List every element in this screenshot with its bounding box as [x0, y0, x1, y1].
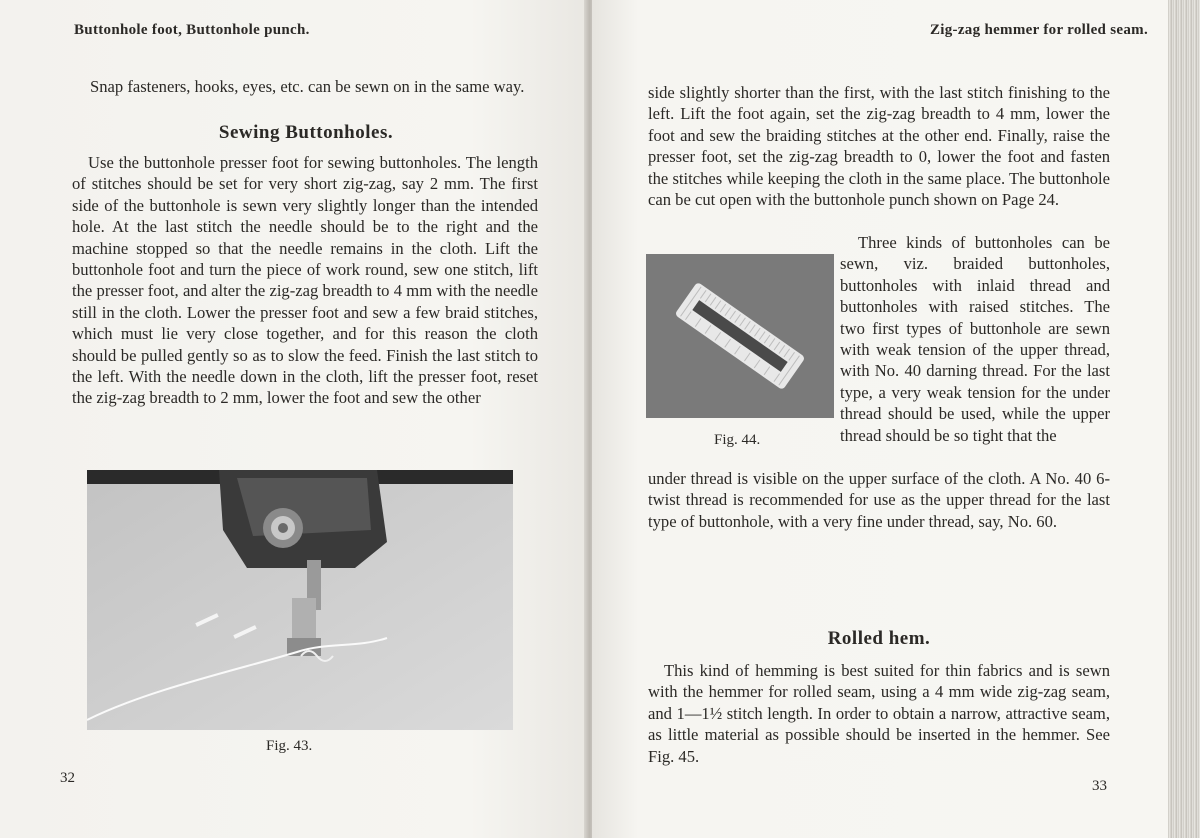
left-page [0, 0, 588, 838]
right-page-number: 33 [1092, 778, 1107, 794]
sewing-buttonholes-heading: Sewing Buttonholes. [218, 122, 394, 143]
right-running-head: Zig-zag hemmer for rolled seam. [929, 22, 1148, 38]
fig-44-caption: Fig. 44. [714, 432, 761, 448]
right-body-continued: side slightly shorter than the first, with the last stitch finishing to the left. Lift the foot again, set the zig-zag breadth to 4 mm, lower the foot and sew the braiding stitches at the other end. Finally, raise the presser foot, set the zig-zag breadth to 0, lower the foot and fasten the stitches while keeping the cloth in the same place. The buttonhole can be cut open with the buttonhole punch shown on Page 24. [648, 83, 1110, 210]
right-body-wrap: Three kinds of buttonholes can be sewn, viz. braided buttonholes, buttonholes with inlaid thread and buttonholes with raised stitches. The two first types of buttonhole are sewn with weak tension of the upper thread, with No. 40 darning thread. For the last type, a very weak tension for the under thread should be used, while the upper thread should be so tight that the [840, 233, 1110, 445]
fig-43-photo [87, 470, 513, 730]
left-running-head: Buttonhole foot, Buttonhole punch. [74, 22, 310, 38]
sewing-machine-illustration [87, 470, 513, 730]
buttonhole-sample-illustration [646, 254, 834, 418]
rolled-hem-paragraph: This kind of hemming is best suited for thin fabrics and is sewn with the hemmer for rolled seam, using a 4 mm wide zig-zag seam, and 1—1½ stitch length. In order to obtain a narrow, attractive seam, as little material as possible should be inserted in the hemmer. See Fig. 45. [648, 661, 1110, 766]
rolled-hem-heading: Rolled hem. [827, 628, 931, 649]
right-page [592, 0, 1170, 838]
left-page-number: 32 [60, 770, 75, 786]
fig-43-caption: Fig. 43. [266, 738, 313, 754]
right-body-after: under thread is visible on the upper surface of the cloth. A No. 40 6-twist thread is recommended for use as the upper thread for the last type of buttonhole, with a very fine under thread, say, No. 60. [648, 469, 1110, 531]
fig-44-photo [646, 254, 834, 418]
left-body-paragraph: Use the buttonhole presser foot for sewing buttonholes. The length of stitches should be set for very short zig-zag, say 2 mm. The first side of the buttonhole is sewn very slightly longer than the intended hole. At the last stitch the needle should be to the right and the machine stopped so that the needle remains in the cloth. Lift the buttonhole foot and turn the piece of work round, sew one stitch, lift the presser foot, and alter the zig-zag breadth to 4 mm with the needle still in the cloth. Lower the presser foot and sew a few braid stitches, which must lie very close together, and for this reason the cloth should be pulled gently so as to slow the feed. Finish the last stitch to the left. With the needle down in the cloth, lift the presser foot, reset the zig-zag breadth to 2 mm, lower the foot and sew the other [72, 153, 538, 408]
page-edges [1168, 0, 1200, 838]
left-intro-paragraph: Snap fasteners, hooks, eyes, etc. can be sewn on in the same way. [90, 77, 525, 96]
